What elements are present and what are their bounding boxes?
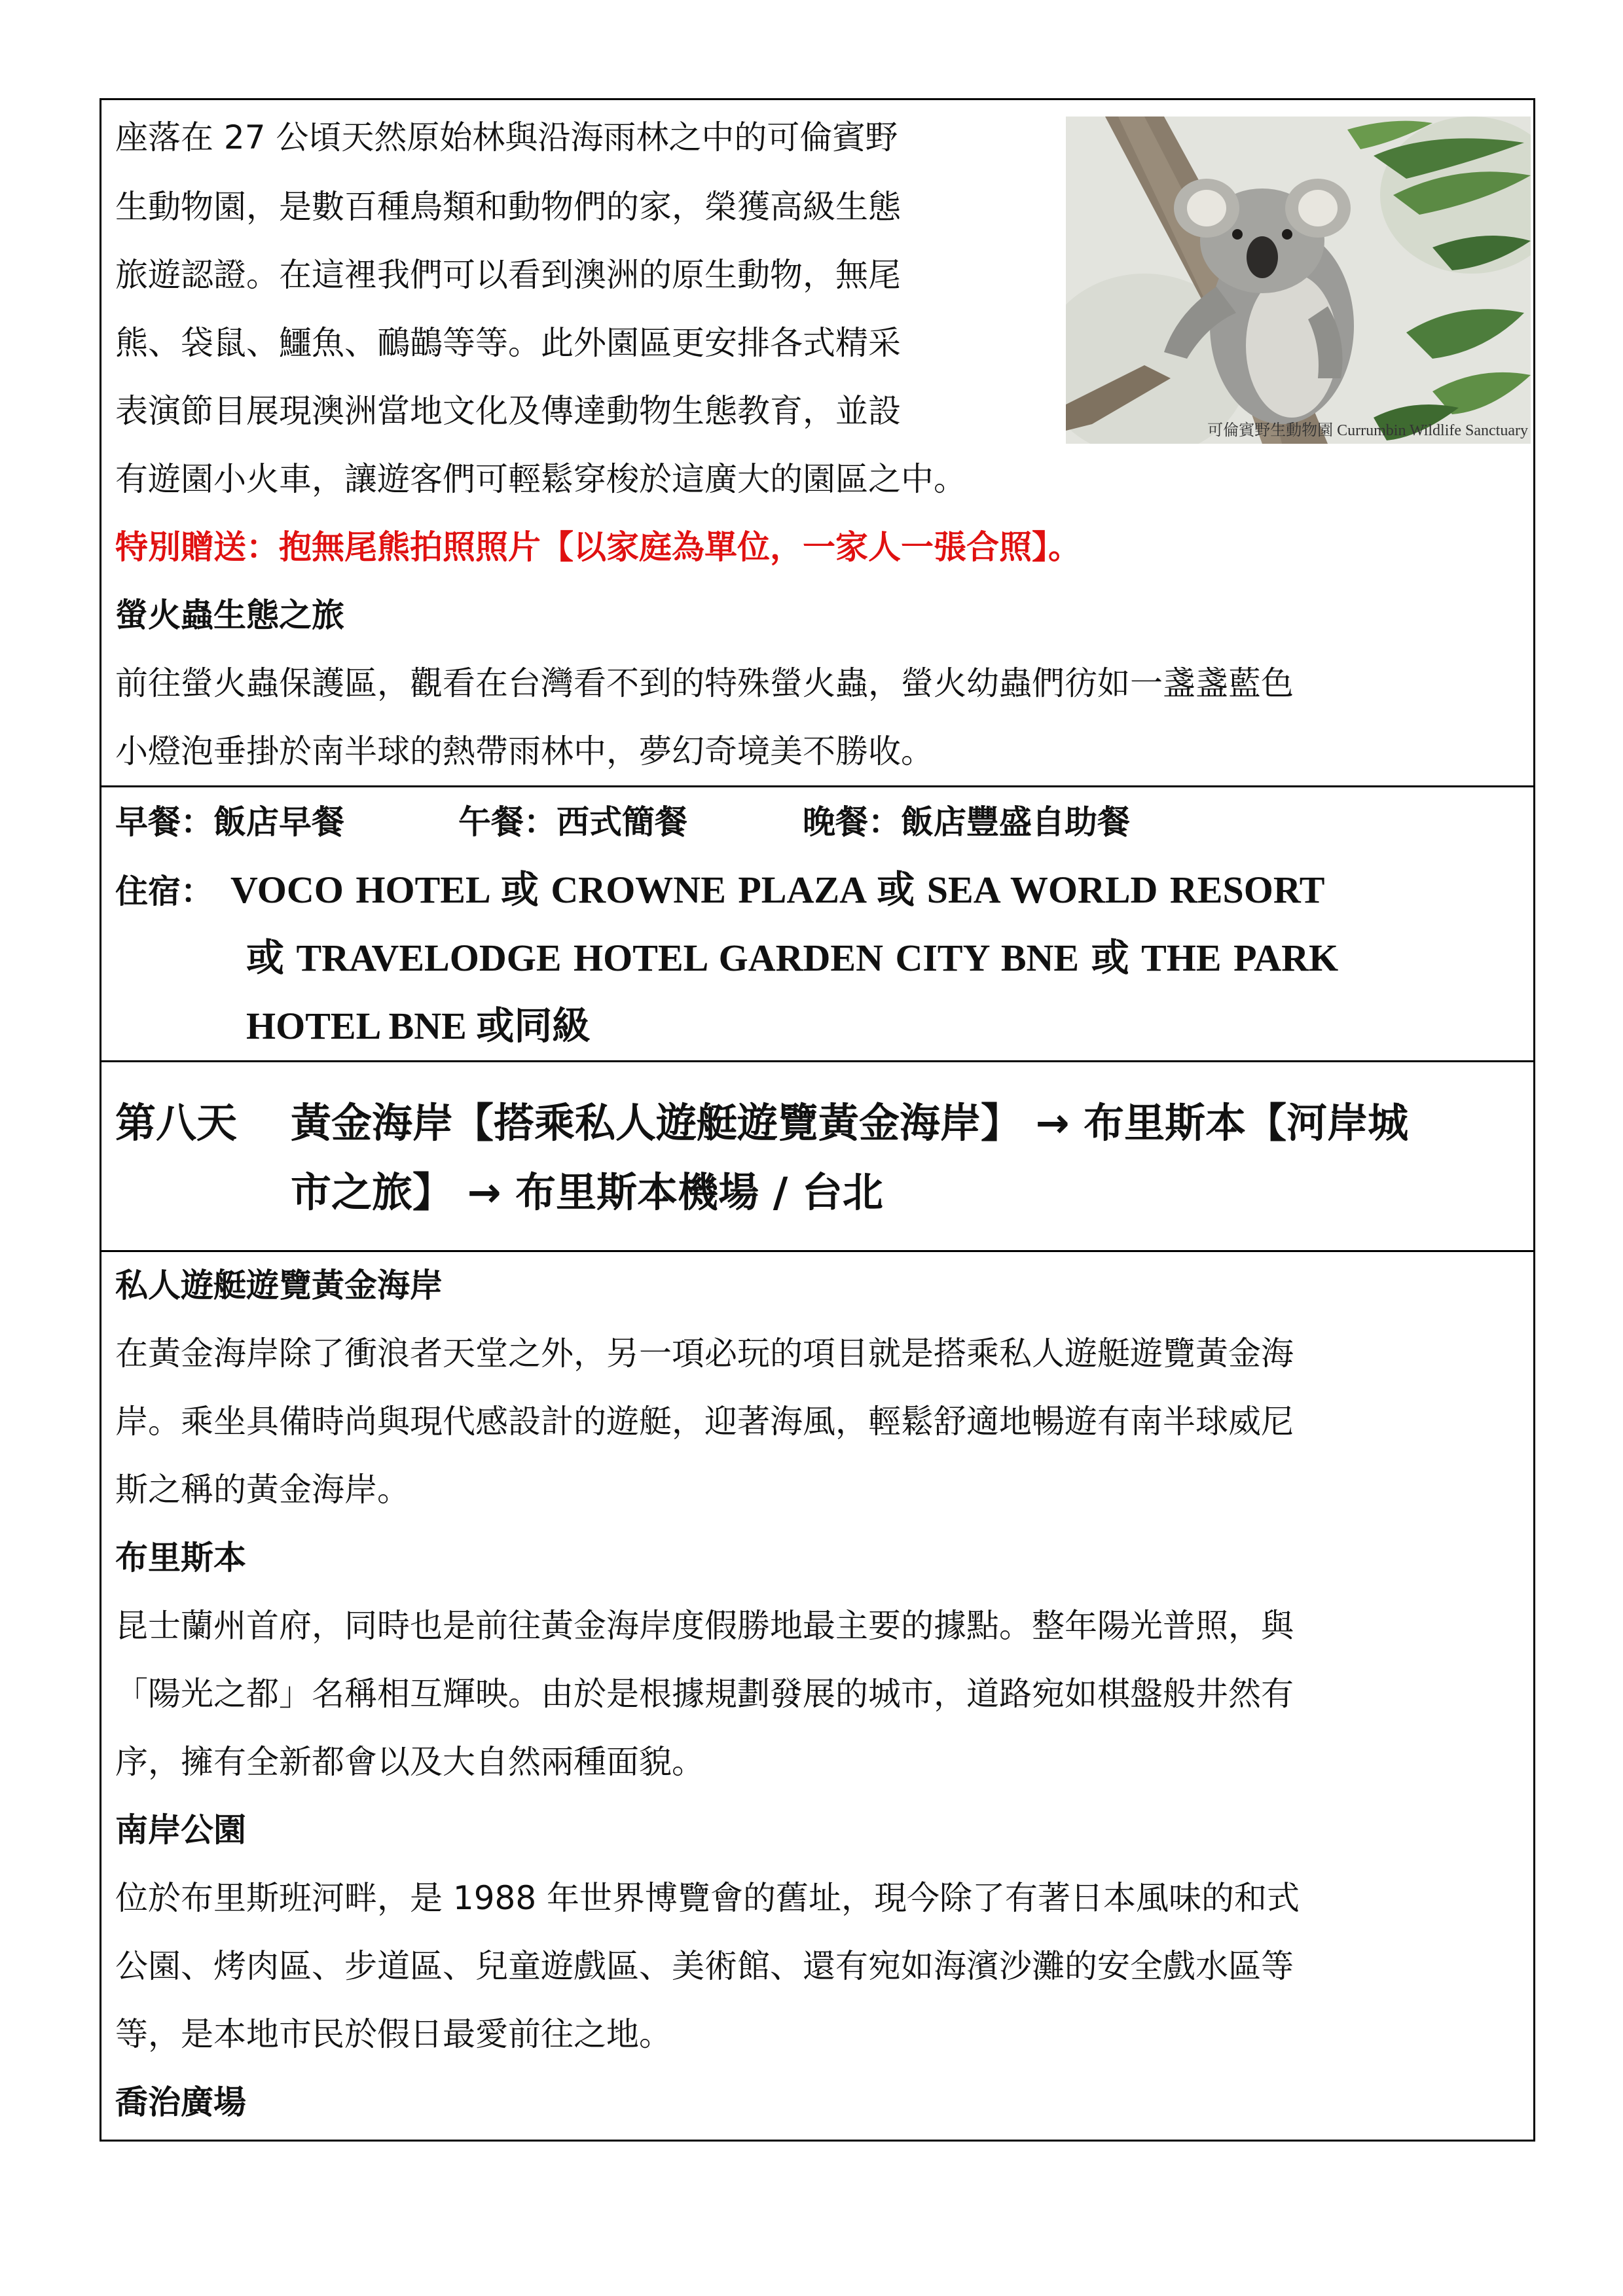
day-title: 黃金海岸【搭乘私人遊艇遊覽黃金海岸】 → 布里斯本【河岸城 [291,1099,1409,1147]
koala-illustration [1066,117,1531,444]
row-divider [101,1250,1533,1252]
lodging-label: 住宿： [115,872,213,910]
intro-line: 表演節目展現澳洲當地文化及傳達動物生態教育，並設 [115,392,901,430]
lodging-hotels: VOCO HOTEL 或 CROWNE PLAZA 或 SEA WORLD RESORT [230,869,1325,911]
firefly-line: 小燈泡垂掛於南半球的熱帶雨林中，夢幻奇境美不勝收。 [115,732,934,770]
yacht-line: 在黃金海岸除了衝浪者天堂之外，另一項必玩的項目就是搭乘私人遊艇遊覽黃金海 [115,1335,1294,1372]
southbank-heading: 南岸公園 [115,1811,246,1849]
firefly-line: 前往螢火蟲保護區，觀看在台灣看不到的特殊螢火蟲，螢火幼蟲們彷如一盞盞藍色 [115,664,1294,702]
george-square-heading: 喬治廣場 [115,2083,246,2121]
brisbane-line: 序，擁有全新都會以及大自然兩種面貌。 [115,1743,704,1781]
day-title: 市之旅】 → 布里斯本機場 / 台北 [291,1168,883,1216]
special-gift-notice: 特別贈送：抱無尾熊拍照照片【以家庭為單位，一家人一張合照】。 [115,528,1081,566]
row-divider [101,1060,1533,1062]
dinner-info: 晚餐：飯店豐盛自助餐 [803,803,1130,841]
southbank-line: 位於布里斯班河畔，是 1988 年世界博覽會的舊址，現今除了有著日本風味的和式 [115,1879,1300,1917]
yacht-line: 斯之稱的黃金海岸。 [115,1471,410,1509]
yacht-line: 岸。乘坐具備時尚與現代感設計的遊艇，迎著海風，輕鬆舒適地暢遊有南半球威尼 [115,1403,1294,1441]
intro-line: 有遊園小火車，讓遊客們可輕鬆穿梭於這廣大的園區之中。 [115,460,966,498]
intro-line: 生動物園，是數百種鳥類和動物們的家，榮獲高級生態 [115,188,901,226]
row-divider [101,785,1533,787]
intro-line: 熊、袋鼠、鱷魚、鴯鶓等等。此外園區更安排各式精采 [115,324,901,362]
day-label: 第八天 [115,1099,238,1147]
brisbane-heading: 布里斯本 [115,1539,246,1577]
photo-caption: 可倫賓野生動物園 Currumbin Wildlife Sanctuary [1207,422,1528,439]
yacht-heading: 私人遊艇遊覽黃金海岸 [115,1266,443,1304]
lodging-hotels: 或 TRAVELODGE HOTEL GARDEN CITY BNE 或 THE PARK [246,937,1339,979]
southbank-line: 公園、烤肉區、步道區、兒童遊戲區、美術館、還有宛如海濱沙灘的安全戲水區等 [115,1947,1294,1985]
intro-line: 旅遊認證。在這裡我們可以看到澳洲的原生動物，無尾 [115,256,901,294]
intro-line: 座落在 27 公頃天然原始林與沿海雨林之中的可倫賓野 [115,118,898,156]
breakfast-info: 早餐：飯店早餐 [115,803,344,841]
brisbane-line: 「陽光之都」名稱相互輝映。由於是根據規劃發展的城市，道路宛如棋盤般井然有 [115,1675,1294,1713]
lunch-info: 午餐：西式簡餐 [458,803,687,841]
lodging-hotels: HOTEL BNE 或同級 [246,1005,591,1047]
southbank-line: 等，是本地市民於假日最愛前往之地。 [115,2015,672,2053]
koala-photo [1066,117,1531,444]
brisbane-line: 昆士蘭州首府，同時也是前往黃金海岸度假勝地最主要的據點。整年陽光普照，與 [115,1607,1294,1645]
firefly-heading: 螢火蟲生態之旅 [115,596,344,634]
